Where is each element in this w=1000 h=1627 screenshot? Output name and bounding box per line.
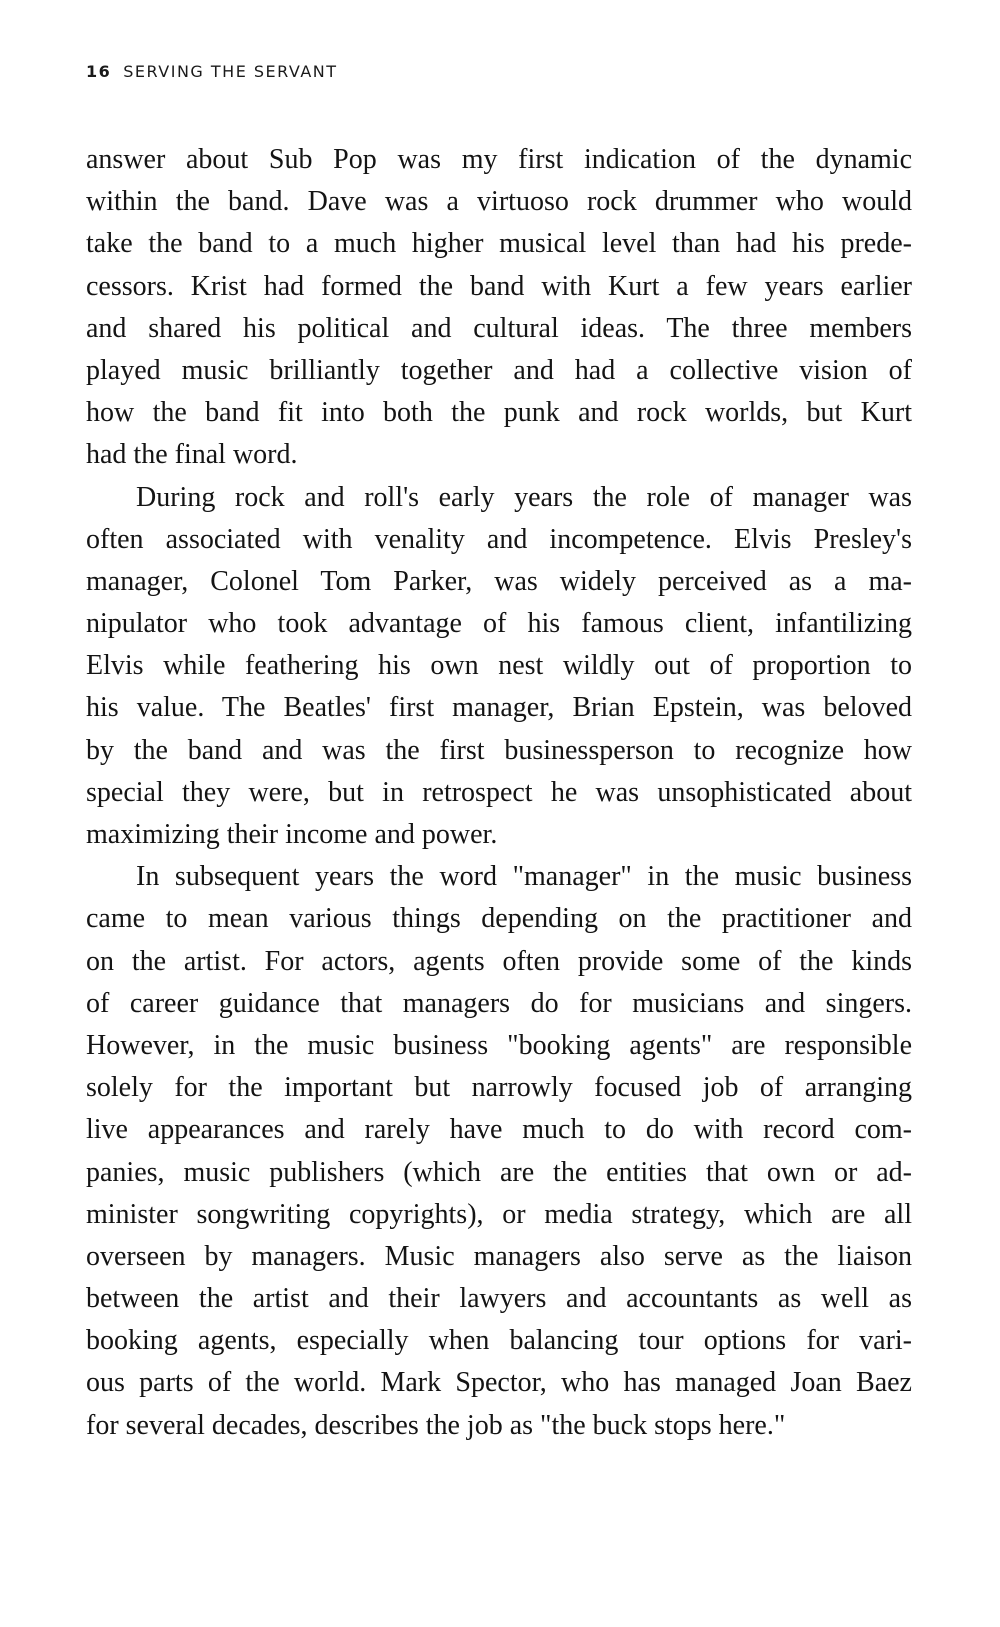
text-line: manager, Colonel Tom Parker, was widely perceived as a ma- (86, 565, 912, 597)
text-line: In subsequent years the word "manager" in the music business (136, 861, 912, 893)
text-line: by the band and was the first businessperson to recognize how (86, 734, 912, 766)
text-line: often associated with venality and incompetence. Elvis Presley's (86, 523, 912, 555)
text-line: came to mean various things depending on the practitioner and (86, 903, 912, 935)
text-line: answer about Sub Pop was my first indication of the dynamic (86, 144, 912, 175)
text-line: for several decades, describes the job as "the buck stops here." (86, 1409, 786, 1441)
text-line: cessors. Krist had formed the band with Kurt a few years earlier (86, 270, 912, 302)
text-line: maximizing their income and power. (86, 819, 498, 850)
running-title: SERVING THE SERVANT (123, 62, 338, 81)
paragraph-1 (86, 139, 912, 477)
text-line: live appearances and rarely have much to do with record com- (86, 1114, 912, 1146)
text-line: on the artist. For actors, agents often provide some of the kinds (86, 945, 912, 977)
text-line: overseen by managers. Music managers also serve as the liaison (86, 1240, 912, 1272)
text-line: within the band. Dave was a virtuoso rock drummer who would (86, 186, 912, 218)
text-line: and shared his political and cultural ideas. The three members (86, 312, 912, 344)
text-line: his value. The Beatles' first manager, Brian Epstein, was beloved (86, 692, 912, 724)
text-line: panies, music publishers (which are the entities that own or ad- (86, 1156, 912, 1188)
text-line: nipulator who took advantage of his famous client, infantilizing (86, 608, 912, 640)
text-line: of career guidance that managers do for musicians and singers. (86, 987, 912, 1019)
text-line: During rock and roll's early years the role of manager was (136, 481, 912, 513)
text-line: between the artist and their lawyers and accountants as well as (86, 1283, 912, 1315)
text-line: ous parts of the world. Mark Spector, who has managed Joan Baez (86, 1367, 912, 1399)
text-line: how the band fit into both the punk and rock worlds, but Kurt (86, 397, 912, 429)
text-line: played music brilliantly together and had a collective vision of (86, 354, 912, 386)
text-line: take the band to a much higher musical level than had his prede- (86, 228, 912, 260)
text-line: booking agents, especially when balancing tour options for vari- (86, 1325, 912, 1357)
text-line: special they were, but in retrospect he was unsophisticated about (86, 776, 912, 808)
text-line: minister songwriting copyrights), or media strategy, which are all (86, 1198, 912, 1230)
running-head (86, 62, 338, 81)
text-line: solely for the important but narrowly focused job of arranging (86, 1072, 912, 1104)
text-line: had the final word. (86, 439, 298, 471)
body-text (86, 139, 912, 1447)
paragraph-3 (86, 856, 912, 1447)
page-number: 16 (86, 62, 112, 81)
text-line: However, in the music business "booking agents" are responsible (86, 1029, 912, 1061)
paragraph-2 (86, 477, 912, 857)
text-line: Elvis while feathering his own nest wildly out of proportion to (86, 650, 912, 682)
